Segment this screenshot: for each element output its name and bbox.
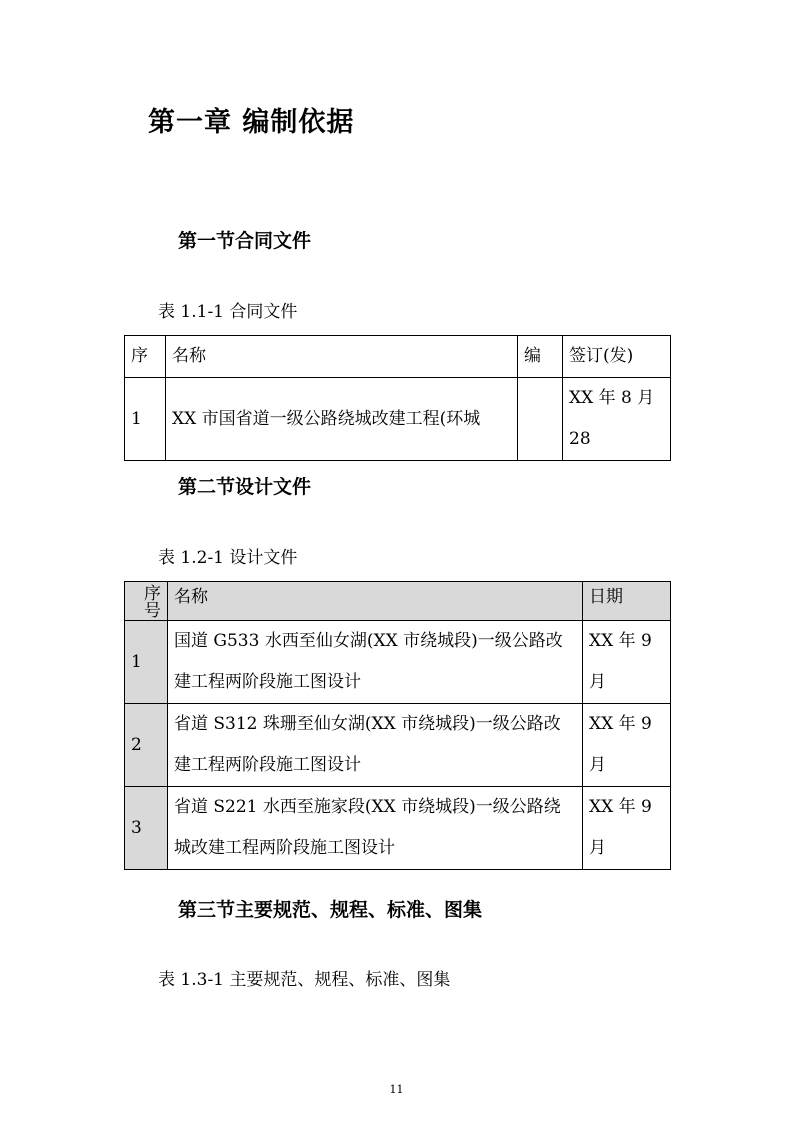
table-caption-standards: 表 1.3-1 主要规范、规程、标准、图集 [158,970,451,990]
header-code: 编 [518,336,563,378]
row-date: XX 年 9 月 [583,704,671,787]
row-code [518,378,563,461]
row-name: 国道 G533 水西至仙女湖(XX 市绕城段)一级公路改建工程两阶段施工图设计 [168,621,583,704]
table-header-row [125,336,671,378]
header-seq: 序 [125,336,166,378]
header-name: 名称 [168,582,583,621]
row-seq: 2 [125,704,168,787]
table-header-row [125,582,671,621]
row-name: XX 市国省道一级公路绕城改建工程(环城 [166,378,518,461]
table-row [125,378,671,461]
header-date: 日期 [583,582,671,621]
section-title-design: 第二节设计文件 [178,476,312,498]
chapter-title: 第一章 编制依据 [148,107,355,138]
header-seq: 序号 [125,582,168,621]
contract-table [124,335,671,461]
row-seq: 1 [125,378,166,461]
header-name: 名称 [166,336,518,378]
header-sign-date: 签订(发) [563,336,671,378]
row-seq: 1 [125,621,168,704]
section-title-standards: 第三节主要规范、规程、标准、图集 [178,899,483,921]
row-name: 省道 S312 珠珊至仙女湖(XX 市绕城段)一级公路改建工程两阶段施工图设计 [168,704,583,787]
table-caption-design: 表 1.2-1 设计文件 [158,548,298,568]
table-row [125,704,671,787]
design-table [124,581,671,870]
table-row [125,621,671,704]
table-row [125,787,671,870]
row-date: XX 年 9 月 [583,787,671,870]
row-date: XX 年 9 月 [583,621,671,704]
section-title-contract: 第一节合同文件 [178,230,312,252]
page-number: 11 [389,1083,404,1096]
table-caption-contract: 表 1.1-1 合同文件 [158,302,298,322]
row-seq: 3 [125,787,168,870]
row-date: XX 年 8 月 28 [563,378,671,461]
row-name: 省道 S221 水西至施家段(XX 市绕城段)一级公路绕城改建工程两阶段施工图设计 [168,787,583,870]
